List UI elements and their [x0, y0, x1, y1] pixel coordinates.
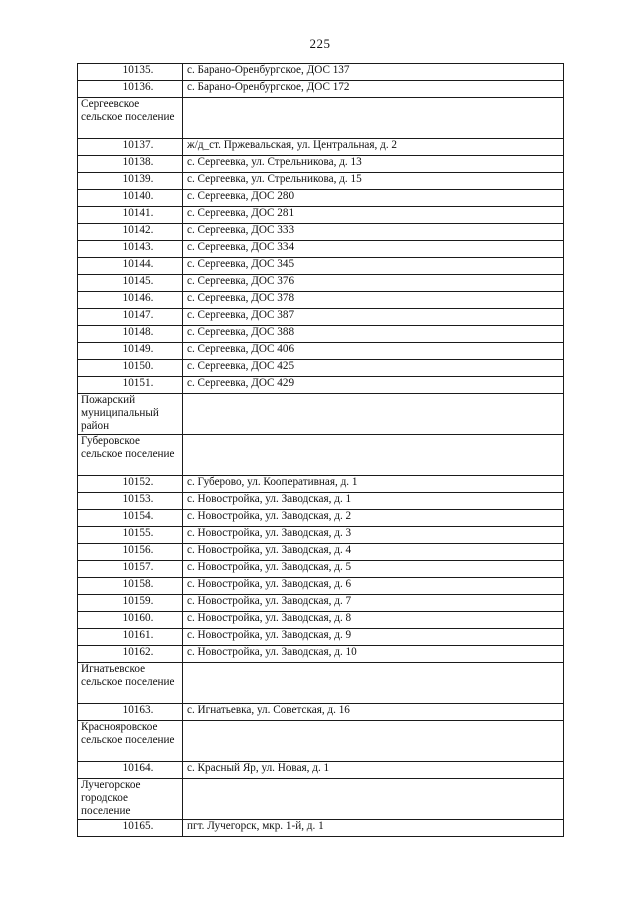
entry-number: 10150. [78, 360, 183, 377]
table-row [78, 595, 564, 612]
table-row [78, 64, 564, 81]
entry-address: с. Новостройка, ул. Заводская, д. 2 [183, 510, 564, 527]
table-row [78, 646, 564, 663]
entry-address: с. Сергеевка, ДОС 388 [183, 326, 564, 343]
table-row [78, 190, 564, 207]
section-empty-cell [183, 663, 564, 704]
entry-address: ж/д_ст. Пржевальская, ул. Центральная, д. 2 [183, 139, 564, 156]
section-header-row [78, 435, 564, 476]
section-name: Лучегорское городское поселение [78, 779, 183, 820]
section-name: Игнатьевское сельское поселение [78, 663, 183, 704]
section-header-row [78, 663, 564, 704]
section-empty-cell [183, 394, 564, 435]
entry-number: 10141. [78, 207, 183, 224]
entry-number: 10155. [78, 527, 183, 544]
table-row [78, 704, 564, 721]
entry-address: с. Барано-Оренбургское, ДОС 137 [183, 64, 564, 81]
entry-address: с. Новостройка, ул. Заводская, д. 6 [183, 578, 564, 595]
entry-address: с. Сергеевка, ДОС 387 [183, 309, 564, 326]
table-row [78, 510, 564, 527]
entry-address: с. Новостройка, ул. Заводская, д. 9 [183, 629, 564, 646]
entry-address: с. Новостройка, ул. Заводская, д. 5 [183, 561, 564, 578]
table-row [78, 578, 564, 595]
section-empty-cell [183, 435, 564, 476]
table-row [78, 493, 564, 510]
entry-number: 10157. [78, 561, 183, 578]
table-row [78, 292, 564, 309]
table-row [78, 527, 564, 544]
entry-address: с. Новостройка, ул. Заводская, д. 10 [183, 646, 564, 663]
page-number: 225 [309, 36, 331, 51]
entry-number: 10160. [78, 612, 183, 629]
table-row [78, 224, 564, 241]
entry-number: 10137. [78, 139, 183, 156]
entry-number: 10165. [78, 820, 183, 837]
table-row [78, 309, 564, 326]
entry-number: 10136. [78, 81, 183, 98]
table-row [78, 360, 564, 377]
entry-number: 10140. [78, 190, 183, 207]
address-registry-table [77, 63, 564, 837]
entry-number: 10144. [78, 258, 183, 275]
entry-address: с. Сергеевка, ДОС 378 [183, 292, 564, 309]
entry-number: 10153. [78, 493, 183, 510]
entry-address: с. Новостройка, ул. Заводская, д. 3 [183, 527, 564, 544]
entry-address: с. Губерово, ул. Кооперативная, д. 1 [183, 476, 564, 493]
table-row [78, 241, 564, 258]
entry-address: с. Сергеевка, ДОС 376 [183, 275, 564, 292]
table-row [78, 544, 564, 561]
section-header-row [78, 779, 564, 820]
entry-number: 10143. [78, 241, 183, 258]
section-header-row [78, 721, 564, 762]
entry-address: с. Сергеевка, ул. Стрельникова, д. 15 [183, 173, 564, 190]
entry-address: с. Красный Яр, ул. Новая, д. 1 [183, 762, 564, 779]
table-row [78, 612, 564, 629]
table-row [78, 343, 564, 360]
section-header-row [78, 98, 564, 139]
entry-number: 10158. [78, 578, 183, 595]
entry-address: с. Сергеевка, ДОС 334 [183, 241, 564, 258]
table-row [78, 377, 564, 394]
entry-address: с. Сергеевка, ДОС 406 [183, 343, 564, 360]
table-row [78, 762, 564, 779]
table-row [78, 561, 564, 578]
section-header-row [78, 394, 564, 435]
section-name: Губеровское сельское поселение [78, 435, 183, 476]
entry-address: с. Новостройка, ул. Заводская, д. 7 [183, 595, 564, 612]
entry-number: 10164. [78, 762, 183, 779]
entry-address: с. Сергеевка, ДОС 333 [183, 224, 564, 241]
entry-number: 10147. [78, 309, 183, 326]
entry-number: 10142. [78, 224, 183, 241]
section-name: Краснояровское сельское поселение [78, 721, 183, 762]
entry-number: 10146. [78, 292, 183, 309]
section-empty-cell [183, 721, 564, 762]
table-row [78, 820, 564, 837]
entry-address: с. Сергеевка, ДОС 281 [183, 207, 564, 224]
entry-number: 10159. [78, 595, 183, 612]
table-row [78, 275, 564, 292]
entry-number: 10148. [78, 326, 183, 343]
entry-number: 10156. [78, 544, 183, 561]
table-row [78, 173, 564, 190]
entry-number: 10162. [78, 646, 183, 663]
table-body [78, 64, 564, 837]
table-row [78, 326, 564, 343]
entry-number: 10163. [78, 704, 183, 721]
entry-number: 10135. [78, 64, 183, 81]
entry-address: с. Новостройка, ул. Заводская, д. 8 [183, 612, 564, 629]
table-row [78, 476, 564, 493]
section-empty-cell [183, 779, 564, 820]
entry-number: 10145. [78, 275, 183, 292]
entry-number: 10138. [78, 156, 183, 173]
entry-address: с. Сергеевка, ДОС 345 [183, 258, 564, 275]
table-row [78, 81, 564, 98]
entry-number: 10154. [78, 510, 183, 527]
entry-number: 10149. [78, 343, 183, 360]
entry-address: с. Сергеевка, ДОС 280 [183, 190, 564, 207]
entry-address: с. Сергеевка, ДОС 429 [183, 377, 564, 394]
entry-address: с. Новостройка, ул. Заводская, д. 4 [183, 544, 564, 561]
section-empty-cell [183, 98, 564, 139]
table-row [78, 629, 564, 646]
section-name: Пожарский муниципальный район [78, 394, 183, 435]
table-row [78, 207, 564, 224]
entry-number: 10161. [78, 629, 183, 646]
entry-address: с. Сергеевка, ул. Стрельникова, д. 13 [183, 156, 564, 173]
entry-address: пгт. Лучегорск, мкр. 1-й, д. 1 [183, 820, 564, 837]
entry-address: с. Сергеевка, ДОС 425 [183, 360, 564, 377]
table-row [78, 156, 564, 173]
section-name: Сергеевское сельское поселение [78, 98, 183, 139]
entry-address: с. Новостройка, ул. Заводская, д. 1 [183, 493, 564, 510]
entry-address: с. Барано-Оренбургское, ДОС 172 [183, 81, 564, 98]
entry-number: 10151. [78, 377, 183, 394]
entry-number: 10152. [78, 476, 183, 493]
entry-number: 10139. [78, 173, 183, 190]
table-row [78, 139, 564, 156]
table-row [78, 258, 564, 275]
entry-address: с. Игнатьевка, ул. Советская, д. 16 [183, 704, 564, 721]
